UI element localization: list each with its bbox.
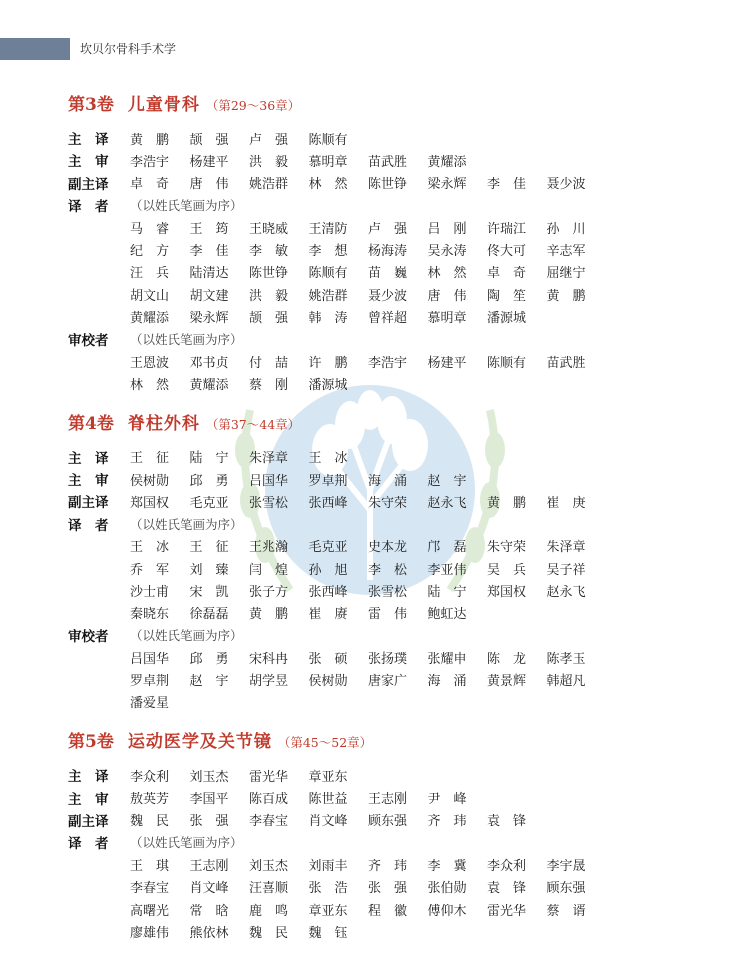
- person-name: 黄 鹏: [487, 495, 527, 511]
- person-name: 常 晗: [189, 903, 229, 919]
- names-list: [130, 374, 368, 393]
- person-name: 汪 兵: [130, 266, 170, 282]
- name-row: [68, 853, 668, 875]
- name-row: [68, 557, 668, 579]
- role-label: 副主译: [68, 495, 109, 512]
- name-row: [68, 350, 668, 372]
- person-name: 张 浩: [308, 881, 348, 897]
- person-name: 张子方: [249, 584, 289, 600]
- person-name: 卓 奇: [487, 266, 527, 282]
- person-name: 高曙光: [130, 903, 170, 919]
- name-row: [68, 579, 668, 601]
- person-name: 屈继宁: [546, 266, 586, 282]
- person-name: 李亚伟: [427, 562, 467, 578]
- person-name: 王 筠: [189, 221, 229, 237]
- name-row: [68, 283, 668, 305]
- person-name: 肖文峰: [189, 881, 229, 897]
- volume-heading: [68, 90, 668, 115]
- person-name: 黄耀添: [189, 377, 229, 393]
- names-list: [130, 581, 606, 600]
- names-list: [130, 603, 487, 622]
- role-row: [68, 149, 668, 171]
- person-name: 张伯勋: [427, 881, 467, 897]
- name-row: [68, 535, 668, 557]
- person-name: 罗卓荆: [130, 674, 170, 690]
- name-row: [68, 898, 668, 920]
- volume-section: [68, 727, 668, 942]
- person-name: 赵永飞: [427, 495, 467, 511]
- person-name: 刘玉杰: [189, 769, 229, 785]
- person-name: 宋科冉: [249, 651, 289, 667]
- person-name: 唐 伟: [189, 177, 229, 193]
- person-name: 陈世铮: [368, 177, 408, 193]
- person-name: 卓 奇: [130, 177, 170, 193]
- person-name: 赵 宇: [189, 674, 229, 690]
- person-name: 王晓威: [249, 221, 289, 237]
- role-row: [68, 328, 668, 350]
- person-name: 沙士甫: [130, 584, 170, 600]
- person-name: 胡学昱: [249, 674, 289, 690]
- person-name: 王志刚: [189, 858, 229, 874]
- volume-chapter-range: （第29～36章）: [205, 98, 301, 113]
- person-name: 张扬璞: [368, 651, 408, 667]
- role-row: [68, 194, 668, 216]
- person-name: 秦晓东: [130, 607, 170, 623]
- person-name: 胡文山: [130, 288, 170, 304]
- person-name: 聂少波: [546, 177, 586, 193]
- role-row: [68, 446, 668, 468]
- person-name: 邱 勇: [189, 473, 229, 489]
- person-name: 黄景辉: [487, 674, 527, 690]
- person-name: 许瑞江: [487, 221, 527, 237]
- person-name: 王 冰: [130, 540, 170, 556]
- person-name: 洪 毅: [249, 154, 289, 170]
- name-row: [68, 876, 668, 898]
- names-list: [130, 352, 606, 371]
- person-name: 辛志军: [546, 244, 586, 260]
- person-name: 罗卓荆: [308, 473, 348, 489]
- person-name: 毛克亚: [189, 495, 229, 511]
- name-row: [68, 305, 668, 327]
- person-name: 姚浩群: [308, 288, 348, 304]
- person-name: 聂少波: [368, 288, 408, 304]
- person-name: 魏 民: [130, 814, 170, 830]
- sort-note: （以姓氏笔画为序）: [130, 516, 243, 532]
- sort-note: （以姓氏笔画为序）: [130, 835, 243, 851]
- person-name: 孙 川: [546, 221, 586, 237]
- person-name: 潘源城: [308, 377, 348, 393]
- person-name: 史本龙: [368, 540, 408, 556]
- role-row: [68, 786, 668, 808]
- volume-heading: [68, 409, 668, 434]
- person-name: 李 想: [308, 244, 348, 260]
- names-list: [130, 877, 606, 896]
- person-name: 李春宝: [130, 881, 170, 897]
- person-name: 崔 赓: [308, 607, 348, 623]
- role-label: 主 译: [68, 769, 109, 786]
- name-row: [68, 261, 668, 283]
- person-name: 颉 强: [189, 132, 229, 148]
- person-name: 李 佳: [189, 244, 229, 260]
- person-name: 王 征: [130, 451, 170, 467]
- names-list: [130, 900, 606, 919]
- person-name: 王 征: [189, 540, 229, 556]
- person-name: 魏 民: [249, 925, 289, 941]
- page-content: [68, 90, 668, 957]
- names-list: [130, 559, 606, 578]
- person-name: 纪 方: [130, 244, 170, 260]
- person-name: 颉 强: [249, 311, 289, 327]
- person-name: 吕国华: [249, 473, 289, 489]
- role-row: [68, 172, 668, 194]
- person-name: 刘 臻: [189, 562, 229, 578]
- person-name: 雷 伟: [368, 607, 408, 623]
- volume-section: [68, 90, 668, 395]
- names-list: [130, 855, 606, 874]
- person-name: 张西峰: [308, 584, 348, 600]
- person-name: 李春宝: [249, 814, 289, 830]
- person-name: 孙 旭: [308, 562, 348, 578]
- person-name: 王 琪: [130, 858, 170, 874]
- person-name: 朱泽章: [249, 451, 289, 467]
- volume-section: [68, 409, 668, 714]
- person-name: 王兆瀚: [249, 540, 289, 556]
- name-row: [68, 372, 668, 394]
- person-name: 杨海涛: [368, 244, 408, 260]
- person-name: 傅仰木: [427, 903, 467, 919]
- role-row: [68, 512, 668, 534]
- person-name: 吴子祥: [546, 562, 586, 578]
- names-list: [130, 810, 547, 829]
- volume-number: 第3卷: [68, 95, 114, 115]
- person-name: 黄耀添: [130, 311, 170, 327]
- person-name: 陈世铮: [249, 266, 289, 282]
- person-name: 洪 毅: [249, 288, 289, 304]
- person-name: 陈顺有: [308, 266, 348, 282]
- role-label: 主 审: [68, 791, 109, 808]
- role-label: 审校者: [68, 332, 109, 349]
- names-list: [130, 240, 606, 259]
- person-name: 吴 兵: [487, 562, 527, 578]
- person-name: 廖雄伟: [130, 925, 170, 941]
- person-name: 韩 涛: [308, 311, 348, 327]
- name-row: [68, 646, 668, 668]
- names-list: [130, 262, 606, 281]
- name-row: [68, 602, 668, 624]
- person-name: 侯树勋: [308, 674, 348, 690]
- person-name: 潘源城: [487, 311, 527, 327]
- person-name: 曾祥超: [368, 311, 408, 327]
- person-name: 海 涌: [368, 473, 408, 489]
- person-name: 慕明章: [427, 311, 467, 327]
- person-name: 卢 强: [368, 221, 408, 237]
- person-name: 王清防: [308, 221, 348, 237]
- person-name: 李宇晟: [546, 858, 586, 874]
- names-list: [130, 447, 368, 466]
- person-name: 黄 鹏: [249, 607, 289, 623]
- person-name: 陈顺有: [308, 132, 348, 148]
- person-name: 朱泽章: [546, 540, 586, 556]
- person-name: 赵永飞: [546, 584, 586, 600]
- volume-heading: [68, 727, 668, 752]
- person-name: 张 强: [189, 814, 229, 830]
- person-name: 梁永辉: [189, 311, 229, 327]
- person-name: 苗武胜: [546, 355, 586, 371]
- person-name: 刘雨丰: [308, 858, 348, 874]
- person-name: 邓书贞: [189, 355, 229, 371]
- volume-number: 第4卷: [68, 413, 114, 434]
- person-name: 陈孝玉: [546, 651, 586, 667]
- person-name: 马 睿: [130, 221, 170, 237]
- person-name: 尹 峰: [427, 792, 467, 808]
- person-name: 闫 煌: [249, 562, 289, 578]
- names-list: [130, 151, 487, 170]
- person-name: 吕国华: [130, 651, 170, 667]
- person-name: 熊依林: [189, 925, 229, 941]
- names-list: [130, 173, 606, 192]
- person-name: 齐 玮: [427, 814, 467, 830]
- person-name: 卢 强: [249, 132, 289, 148]
- names-list: [130, 670, 606, 689]
- sort-note: （以姓氏笔画为序）: [130, 331, 243, 347]
- person-name: 黄 鹏: [130, 132, 170, 148]
- volume-chapter-range: （第45～52章）: [277, 735, 373, 751]
- person-name: 袁 锋: [487, 814, 527, 830]
- running-header: 坎贝尔骨科手术学: [80, 42, 177, 56]
- person-name: 王恩波: [130, 355, 170, 371]
- role-row: [68, 809, 668, 831]
- person-name: 韩超凡: [546, 674, 586, 690]
- person-name: 梁永辉: [427, 177, 467, 193]
- names-list: [130, 492, 606, 511]
- person-name: 潘爱星: [130, 696, 170, 712]
- person-name: 李众利: [487, 858, 527, 874]
- volume-chapter-range: （第37～44章）: [205, 416, 301, 432]
- person-name: 陈百成: [249, 792, 289, 808]
- person-name: 唐 伟: [427, 288, 467, 304]
- person-name: 吴永涛: [427, 244, 467, 260]
- person-name: 王志刚: [368, 792, 408, 808]
- person-name: 李 松: [368, 562, 408, 578]
- names-list: [130, 470, 487, 489]
- volume-name: 运动医学及关节镜: [127, 732, 272, 753]
- person-name: 齐 玮: [368, 858, 408, 874]
- role-row: [68, 624, 668, 646]
- sort-note: （以姓氏笔画为序）: [130, 198, 243, 214]
- person-name: 陆清达: [189, 266, 229, 282]
- person-name: 章亚东: [308, 903, 348, 919]
- person-name: 苗 巍: [368, 266, 408, 282]
- person-name: 佟大可: [487, 244, 527, 260]
- names-list: [130, 536, 606, 555]
- person-name: 顾东强: [368, 814, 408, 830]
- role-label: 主 审: [68, 154, 109, 171]
- names-list: [130, 788, 487, 807]
- person-name: 张雪松: [368, 584, 408, 600]
- person-name: 蔡 刚: [249, 377, 289, 393]
- person-name: 海 涌: [427, 674, 467, 690]
- person-name: 毛克亚: [308, 540, 348, 556]
- role-label: 副主译: [68, 176, 109, 193]
- names-list: [130, 692, 190, 711]
- role-row: [68, 127, 668, 149]
- person-name: 邱 勇: [189, 651, 229, 667]
- person-name: 蔡 谞: [546, 903, 586, 919]
- sort-note: （以姓氏笔画为序）: [130, 628, 243, 644]
- person-name: 姚浩群: [249, 177, 289, 193]
- name-row: [68, 669, 668, 691]
- names-list: [130, 307, 547, 326]
- person-name: 崔 庚: [546, 495, 586, 511]
- person-name: 朱守荣: [487, 540, 527, 556]
- person-name: 李 冀: [427, 858, 467, 874]
- role-label: 副主译: [68, 813, 109, 830]
- person-name: 张 强: [368, 881, 408, 897]
- names-list: [130, 766, 368, 785]
- person-name: 林 然: [427, 266, 467, 282]
- person-name: 李国平: [189, 792, 229, 808]
- person-name: 林 然: [308, 177, 348, 193]
- role-row: [68, 468, 668, 490]
- role-label: 译 者: [68, 199, 109, 216]
- person-name: 杨建平: [427, 355, 467, 371]
- person-name: 雷光华: [249, 769, 289, 785]
- person-name: 吕 刚: [427, 221, 467, 237]
- person-name: 乔 军: [130, 562, 170, 578]
- person-name: 王 冰: [308, 451, 348, 467]
- person-name: 慕明章: [308, 154, 348, 170]
- person-name: 陆 宁: [427, 584, 467, 600]
- person-name: 肖文峰: [308, 814, 348, 830]
- person-name: 唐家广: [368, 674, 408, 690]
- volume-name: 儿童骨科: [127, 95, 200, 115]
- person-name: 陆 宁: [189, 451, 229, 467]
- person-name: 林 然: [130, 377, 170, 393]
- names-list: [130, 218, 606, 237]
- person-name: 张西峰: [308, 495, 348, 511]
- person-name: 刘玉杰: [249, 858, 289, 874]
- person-name: 杨建平: [189, 154, 229, 170]
- person-name: 郑国权: [130, 495, 170, 511]
- role-label: 主 审: [68, 473, 109, 489]
- person-name: 敖英芳: [130, 792, 170, 808]
- names-list: [130, 648, 606, 667]
- person-name: 李 佳: [487, 177, 527, 193]
- person-name: 张耀申: [427, 651, 467, 667]
- person-name: 章亚东: [308, 769, 348, 785]
- person-name: 陶 笙: [487, 288, 527, 304]
- person-name: 李浩宇: [368, 355, 408, 371]
- person-name: 顾东强: [546, 881, 586, 897]
- person-name: 程 徽: [368, 903, 408, 919]
- header-bar: [0, 38, 70, 60]
- name-row: [68, 920, 668, 942]
- person-name: 赵 宇: [427, 473, 467, 489]
- role-label: 译 者: [68, 517, 109, 534]
- person-name: 汪喜顺: [249, 881, 289, 897]
- role-row: [68, 764, 668, 786]
- person-name: 张雪松: [249, 495, 289, 511]
- person-name: 许 鹏: [308, 355, 348, 371]
- person-name: 徐磊磊: [189, 607, 229, 623]
- role-row: [68, 490, 668, 512]
- role-row: [68, 831, 668, 853]
- name-row: [68, 216, 668, 238]
- person-name: 付 喆: [249, 355, 289, 371]
- person-name: 魏 钰: [308, 925, 348, 941]
- role-label: 译 者: [68, 836, 109, 853]
- volume-name: 脊柱外科: [127, 413, 200, 434]
- person-name: 朱守荣: [368, 495, 408, 511]
- person-name: 胡文建: [189, 288, 229, 304]
- person-name: 陈世益: [308, 792, 348, 808]
- names-list: [130, 285, 606, 304]
- person-name: 陈 龙: [487, 651, 527, 667]
- person-name: 张 硕: [308, 651, 348, 667]
- person-name: 鹿 鸣: [249, 903, 289, 919]
- person-name: 黄 鹏: [546, 288, 586, 304]
- names-list: [130, 129, 368, 148]
- role-label: 主 译: [68, 450, 109, 467]
- name-row: [68, 238, 668, 260]
- person-name: 宋 凯: [189, 584, 229, 600]
- person-name: 侯树勋: [130, 473, 170, 489]
- names-list: [130, 922, 368, 941]
- person-name: 李浩宇: [130, 154, 170, 170]
- person-name: 袁 锋: [487, 881, 527, 897]
- person-name: 苗武胜: [368, 154, 408, 170]
- person-name: 陈顺有: [487, 355, 527, 371]
- name-row: [68, 691, 668, 713]
- person-name: 李众利: [130, 769, 170, 785]
- person-name: 邝 磊: [427, 540, 467, 556]
- person-name: 黄耀添: [427, 154, 467, 170]
- volume-number: 第5卷: [68, 732, 114, 753]
- role-label: 审校者: [68, 629, 109, 646]
- person-name: 李 敏: [249, 244, 289, 260]
- person-name: 雷光华: [487, 903, 527, 919]
- person-name: 郑国权: [487, 584, 527, 600]
- role-label: 主 译: [68, 132, 109, 149]
- person-name: 鲍虹达: [427, 607, 467, 623]
